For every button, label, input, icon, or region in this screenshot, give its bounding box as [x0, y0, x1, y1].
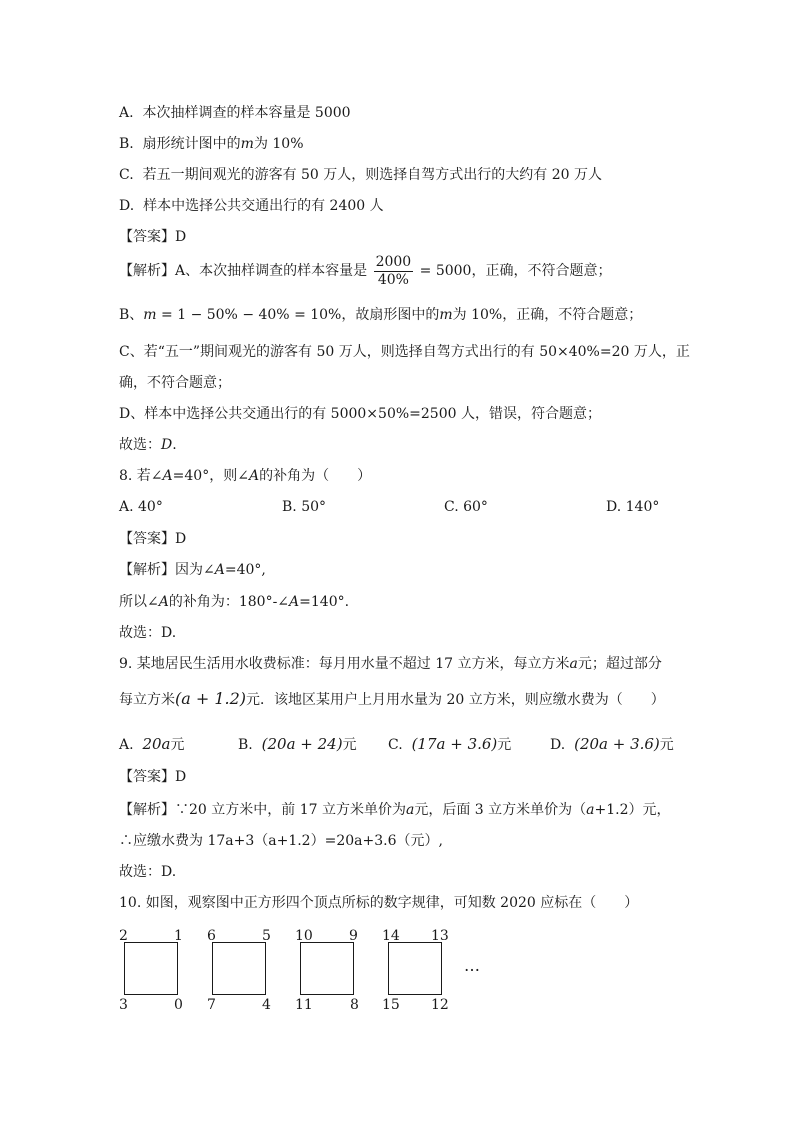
square-3 [300, 942, 354, 995]
q8-option-a: A. 40° [119, 499, 163, 515]
vertex-label: 10 [295, 928, 313, 944]
q8-analysis-2: 所以∠A的补角为：180°-∠A=140°. [119, 594, 350, 610]
analysis-d: D、样本中选择公共交通出行的有 5000×50%=2500 人，错误，符合题意； [119, 406, 601, 422]
analysis-a: 【解析】A、本次抽样调查的样本容量是 $\frac{2000}{40\%}$ = 5000，正确，不符合题意； [119, 253, 612, 288]
q10-stem: 10. 如图，观察图中正方形四个顶点所标的数字规律，可知数 2020 应标在（ ） [119, 895, 639, 911]
q9-analysis: 【解析】∵20 立方米中，前 17 立方米单价为a元，后面 3 立方米单价为（a+1.2）元， [119, 802, 671, 818]
option-c: C. 若五一期间观光的游客有 50 万人，则选择自驾方式出行的大约有 20 万人 [119, 167, 603, 183]
vertex-label: 5 [262, 928, 271, 944]
vertex-label: 3 [119, 997, 128, 1013]
q8-answer: 【答案】D [119, 531, 187, 547]
analysis-c-1: C、若“五一”期间观光的游客有 50 万人，则选择自驾方式出行的有 50×40%=20 万人，正 [119, 344, 690, 360]
q9-stem-2: 每立方米(a + 1.2)元．该地区某用户上月用水量为 20 立方米，则应缴水费为（ ） [119, 689, 665, 708]
q9-option-a: A. 20a元 [119, 735, 185, 753]
q8-stem: 8. 若∠A=40°，则∠A的补角为（ ） [119, 468, 372, 484]
option-b: B. 扇形统计图中的m为 10% [119, 136, 304, 152]
vertex-label: 6 [207, 928, 216, 944]
vertex-label: 7 [207, 997, 216, 1013]
select-prev: 故选：D. [119, 437, 177, 453]
vertex-label: 9 [349, 928, 358, 944]
ellipsis: … [464, 956, 480, 975]
square-2 [212, 942, 266, 995]
vertex-label: 1 [174, 928, 183, 944]
vertex-label: 13 [431, 928, 449, 944]
fraction: $\frac{2000}{40\%}$ [375, 253, 412, 288]
q8-select: 故选：D. [119, 625, 177, 641]
answer-prev: 【答案】D [119, 229, 187, 245]
q8-option-c: C. 60° [444, 499, 488, 515]
option-a: A. 本次抽样调查的样本容量是 5000 [119, 105, 351, 121]
vertex-label: 4 [262, 997, 271, 1013]
q9-stem-1: 9. 某地居民生活用水收费标准：每月用水量不超过 17 立方米，每立方米a元；超过部分 [119, 656, 662, 672]
option-d: D. 样本中选择公共交通出行的有 2400 人 [119, 198, 384, 214]
q8-option-b: B. 50° [282, 499, 327, 515]
square-4 [388, 942, 442, 995]
q9-option-b: B. (20a + 24)元 [238, 735, 357, 753]
q8-option-d: D. 140° [606, 499, 660, 515]
analysis-b: B、m = 1 − 50% − 40% = 10%，故扇形图中的m为 10%，正确，不符合题意； [119, 307, 643, 323]
analysis-c-2: 确，不符合题意； [119, 375, 231, 391]
vertex-label: 15 [382, 997, 400, 1013]
q9-select: 故选：D. [119, 864, 177, 880]
vertex-label: 12 [431, 997, 449, 1013]
q9-option-d: D. (20a + 3.6)元 [550, 735, 674, 753]
q9-option-c: C. (17a + 3.6)元 [388, 735, 512, 753]
q9-analysis-2: ∴应缴水费为 17a+3（a+1.2）=20a+3.6（元）, [119, 833, 443, 849]
vertex-label: 0 [174, 997, 183, 1013]
vertex-label: 2 [119, 928, 128, 944]
square-1 [124, 942, 178, 995]
vertex-label: 11 [295, 997, 313, 1013]
q8-analysis: 【解析】因为∠A=40°, [119, 562, 266, 578]
vertex-label: 8 [350, 997, 359, 1013]
q9-answer: 【答案】D [119, 769, 187, 785]
vertex-label: 14 [382, 928, 400, 944]
